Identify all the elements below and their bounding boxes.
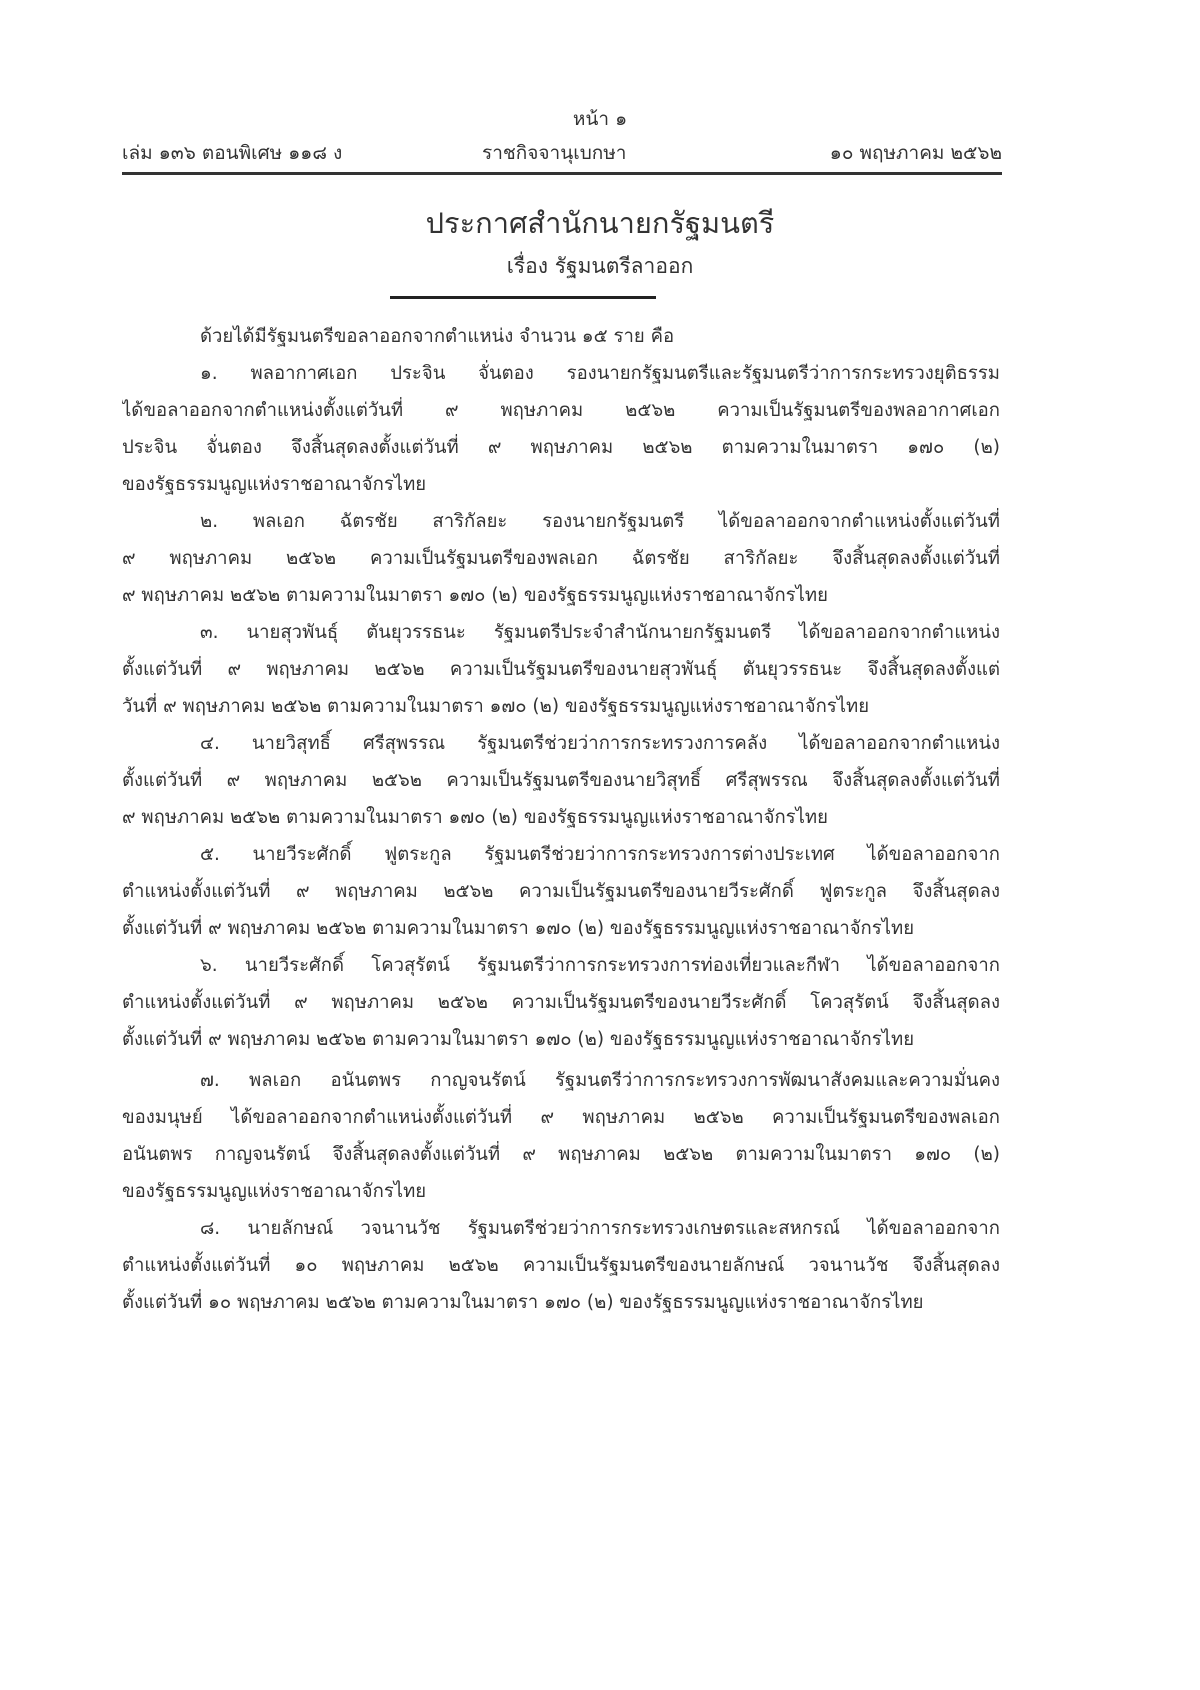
text-line: ๒. พลเอก ฉัตรชัย สาริกัลยะ รองนายกรัฐมนตรี ได้ขอลาออกจากตำแหน่งตั้งแต่วันที่ xyxy=(200,511,1000,532)
text-line: ๙ พฤษภาคม ๒๕๖๒ ตามความในมาตรา ๑๗๐ (๒) ของรัฐธรรมนูญแห่งราชอาณาจักรไทย xyxy=(122,807,828,828)
text-line: ตำแหน่งตั้งแต่วันที่ ๑๐ พฤษภาคม ๒๕๖๒ ความเป็นรัฐมนตรีของนายลักษณ์ วจนานวัช จึงสิ้นสุดลง xyxy=(122,1255,1000,1276)
intro-paragraph xyxy=(122,318,1000,355)
text-line: ตำแหน่งตั้งแต่วันที่ ๙ พฤษภาคม ๒๕๖๒ ความเป็นรัฐมนตรีของนายวีระศักดิ์ ฟูตระกูล จึงสิ้นสุดลง xyxy=(122,881,1000,902)
header-divider xyxy=(122,172,1002,175)
text-line: ด้วยได้มีรัฐมนตรีขอลาออกจากตำแหน่ง จำนวน ๑๕ ราย คือ xyxy=(200,326,675,347)
resignation-item xyxy=(122,614,1000,725)
gazette-header xyxy=(122,138,1002,166)
text-line: ๑. พลอากาศเอก ประจิน จั่นตอง รองนายกรัฐมนตรีและรัฐมนตรีว่าการกระทรวงยุติธรรม xyxy=(200,363,1000,384)
text-line: ๘. นายลักษณ์ วจนานวัช รัฐมนตรีช่วยว่าการกระทรวงเกษตรและสหกรณ์ ได้ขอลาออกจาก xyxy=(200,1218,1000,1239)
text-line: ประจิน จั่นตอง จึงสิ้นสุดลงตั้งแต่วันที่ ๙ พฤษภาคม ๒๕๖๒ ตามความในมาตรา ๑๗๐ (๒) xyxy=(122,437,1000,458)
resignation-item xyxy=(122,503,1000,614)
text-line: ๗. พลเอก อนันตพร กาญจนรัตน์ รัฐมนตรีว่าการกระทรวงการพัฒนาสังคมและความมั่นคง xyxy=(200,1070,1000,1091)
resignation-item xyxy=(122,725,1000,836)
resignation-item xyxy=(122,836,1000,947)
text-line: ตั้งแต่วันที่ ๙ พฤษภาคม ๒๕๖๒ ตามความในมาตรา ๑๗๐ (๒) ของรัฐธรรมนูญแห่งราชอาณาจักรไทย xyxy=(122,918,915,939)
text-line: ๕. นายวีระศักดิ์ ฟูตระกูล รัฐมนตรีช่วยว่าการกระทรวงการต่างประเทศ ได้ขอลาออกจาก xyxy=(200,844,1000,865)
volume-issue: เล่ม ๑๓๖ ตอนพิเศษ ๑๑๘ ง xyxy=(122,142,343,164)
document-subject: เรื่อง รัฐมนตรีลาออก xyxy=(506,254,694,278)
title-divider xyxy=(390,296,656,299)
resignation-item xyxy=(122,1062,1000,1210)
text-line: ๔. นายวิสุทธิ์ ศรีสุพรรณ รัฐมนตรีช่วยว่าการกระทรวงการคลัง ได้ขอลาออกจากตำแหน่ง xyxy=(200,733,1000,754)
document-body xyxy=(122,318,1000,1321)
text-line: วันที่ ๙ พฤษภาคม ๒๕๖๒ ตามความในมาตรา ๑๗๐ (๒) ของรัฐธรรมนูญแห่งราชอาณาจักรไทย xyxy=(122,696,870,717)
text-line: ตั้งแต่วันที่ ๙ พฤษภาคม ๒๕๖๒ ความเป็นรัฐมนตรีของนายสุวพันธุ์ ตันยุวรรธนะ จึงสิ้นสุดลงตั้งแต่ xyxy=(122,659,1000,680)
text-line: ๙ พฤษภาคม ๒๕๖๒ ความเป็นรัฐมนตรีของพลเอก ฉัตรชัย สาริกัลยะ จึงสิ้นสุดลงตั้งแต่วันที่ xyxy=(122,548,1000,569)
publication-date: ๑๐ พฤษภาคม ๒๕๖๒ xyxy=(829,142,1002,164)
text-line: ได้ขอลาออกจากตำแหน่งตั้งแต่วันที่ ๙ พฤษภาคม ๒๕๖๒ ความเป็นรัฐมนตรีของพลอากาศเอก xyxy=(122,400,1000,421)
text-line: ตั้งแต่วันที่ ๙ พฤษภาคม ๒๕๖๒ ตามความในมาตรา ๑๗๐ (๒) ของรัฐธรรมนูญแห่งราชอาณาจักรไทย xyxy=(122,1029,915,1050)
text-line: อนันตพร กาญจนรัตน์ จึงสิ้นสุดลงตั้งแต่วันที่ ๙ พฤษภาคม ๒๕๖๒ ตามความในมาตรา ๑๗๐ (๒) xyxy=(122,1144,1000,1165)
text-line: ตั้งแต่วันที่ ๑๐ พฤษภาคม ๒๕๖๒ ตามความในมาตรา ๑๗๐ (๒) ของรัฐธรรมนูญแห่งราชอาณาจักรไทย xyxy=(122,1292,924,1313)
publication-name: ราชกิจจานุเบกษา xyxy=(482,142,627,164)
resignation-item xyxy=(122,947,1000,1062)
resignation-item xyxy=(122,355,1000,503)
text-line: ตั้งแต่วันที่ ๙ พฤษภาคม ๒๕๖๒ ความเป็นรัฐมนตรีของนายวิสุทธิ์ ศรีสุพรรณ จึงสิ้นสุดลงตั้งแต่วันที่ xyxy=(122,770,1000,791)
page-number: หน้า ๑ xyxy=(572,108,628,130)
text-line: ๙ พฤษภาคม ๒๕๖๒ ตามความในมาตรา ๑๗๐ (๒) ของรัฐธรรมนูญแห่งราชอาณาจักรไทย xyxy=(122,585,828,606)
text-line: ๖. นายวีระศักดิ์ โควสุรัตน์ รัฐมนตรีว่าการกระทรวงการท่องเที่ยวและกีฬา ได้ขอลาออกจาก xyxy=(200,955,1000,976)
text-line: ๓. นายสุวพันธุ์ ตันยุวรรธนะ รัฐมนตรีประจำสำนักนายกรัฐมนตรี ได้ขอลาออกจากตำแหน่ง xyxy=(200,622,1000,643)
text-line: ตำแหน่งตั้งแต่วันที่ ๙ พฤษภาคม ๒๕๖๒ ความเป็นรัฐมนตรีของนายวีระศักดิ์ โควสุรัตน์ จึงสิ้นสุดลง xyxy=(122,992,1000,1013)
document-title: ประกาศสำนักนายกรัฐมนตรี xyxy=(425,206,775,240)
text-line: ของมนุษย์ ได้ขอลาออกจากตำแหน่งตั้งแต่วันที่ ๙ พฤษภาคม ๒๕๖๒ ความเป็นรัฐมนตรีของพลเอก xyxy=(122,1107,1000,1128)
resignation-item xyxy=(122,1210,1000,1321)
text-line: ของรัฐธรรมนูญแห่งราชอาณาจักรไทย xyxy=(122,1181,427,1202)
text-line: ของรัฐธรรมนูญแห่งราชอาณาจักรไทย xyxy=(122,474,427,495)
